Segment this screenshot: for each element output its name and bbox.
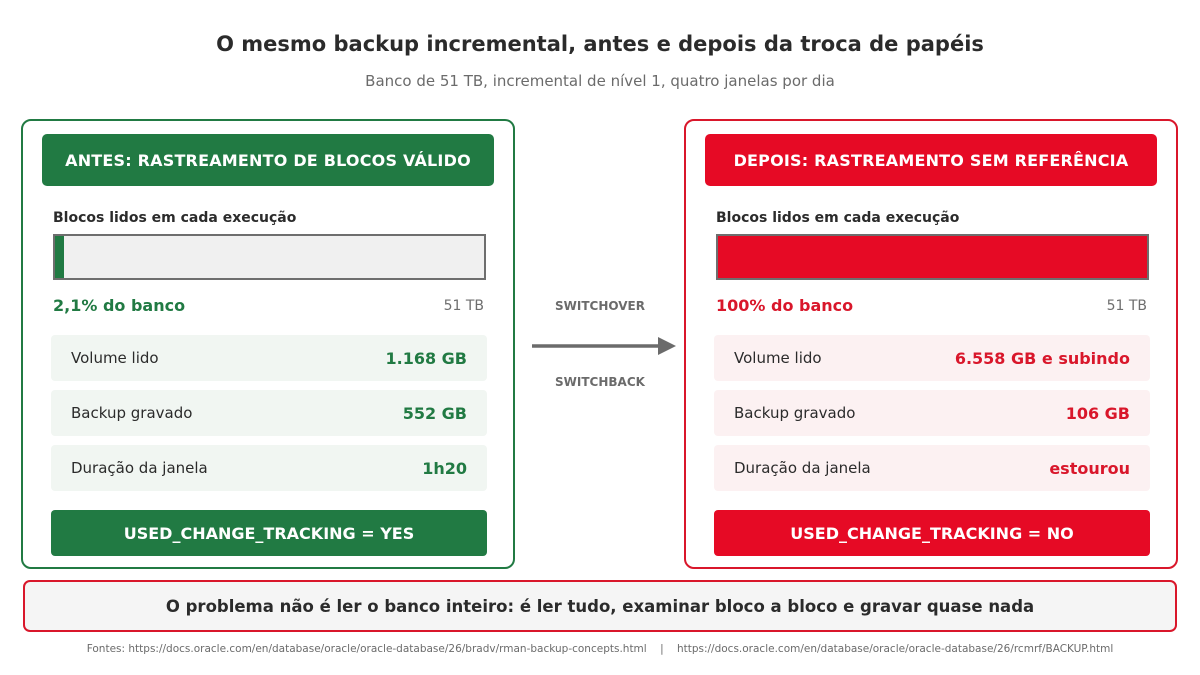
metric-value: 1.168 GB [385, 348, 467, 368]
sources-separator: | [660, 643, 664, 655]
after-percent: 100% do banco [716, 296, 854, 315]
metric-value: 552 GB [402, 403, 467, 423]
metric-label: Backup gravado [71, 404, 193, 422]
after-tracking-flag: USED_CHANGE_TRACKING = NO [714, 510, 1150, 556]
before-blocks-bar [53, 234, 486, 280]
before-panel [21, 119, 515, 569]
before-metric-volume [51, 335, 487, 381]
switchback-label: SWITCHBACK [555, 375, 645, 389]
chart-title: O mesmo backup incremental, antes e depois da troca de papéis [216, 32, 984, 56]
after-panel [684, 119, 1178, 569]
before-percent: 2,1% do banco [53, 296, 186, 315]
after-metric-volume [714, 335, 1150, 381]
before-metric-backup [51, 390, 487, 436]
metric-value: 1h20 [422, 458, 467, 478]
after-blocks-label: Blocos lidos em cada execução [716, 210, 960, 226]
after-blocks-bar [716, 234, 1149, 280]
source-link[interactable]: https://docs.oracle.com/en/database/oracle/oracle-database/26/bradv/rman-backup-concepts.html [128, 643, 647, 655]
sources-prefix: Fontes: [86, 643, 126, 655]
metric-value: 106 GB [1065, 403, 1130, 423]
after-header: DEPOIS: RASTREAMENTO SEM REFERÊNCIA [705, 134, 1157, 186]
after-blocks-bar-fill [718, 236, 1147, 278]
before-metric-duration [51, 445, 487, 491]
after-metric-duration [714, 445, 1150, 491]
after-metric-backup [714, 390, 1150, 436]
before-header: ANTES: RASTREAMENTO DE BLOCOS VÁLIDO [42, 134, 494, 186]
conclusion-callout: O problema não é ler o banco inteiro: é ler tudo, examinar bloco a bloco e gravar quase nada [23, 580, 1177, 632]
before-blocks-label: Blocos lidos em cada execução [53, 210, 297, 226]
chart-subtitle: Banco de 51 TB, incremental de nível 1, quatro janelas por dia [365, 72, 835, 90]
before-blocks-bar-fill [55, 236, 64, 278]
metric-value: estourou [1049, 458, 1130, 478]
metric-label: Volume lido [734, 349, 822, 367]
metric-label: Duração da janela [71, 459, 208, 477]
arrow-right-icon [530, 334, 678, 358]
source-link[interactable]: https://docs.oracle.com/en/database/oracle/oracle-database/26/rcmrf/BACKUP.html [676, 643, 1114, 655]
metric-label: Duração da janela [734, 459, 871, 477]
metric-value: 6.558 GB e subindo [954, 348, 1130, 368]
sources-footer [0, 643, 1200, 655]
metric-label: Volume lido [71, 349, 159, 367]
switchover-label: SWITCHOVER [555, 299, 645, 313]
before-db-size: 51 TB [443, 298, 484, 314]
after-db-size: 51 TB [1106, 298, 1147, 314]
metric-label: Backup gravado [734, 404, 856, 422]
before-tracking-flag: USED_CHANGE_TRACKING = YES [51, 510, 487, 556]
